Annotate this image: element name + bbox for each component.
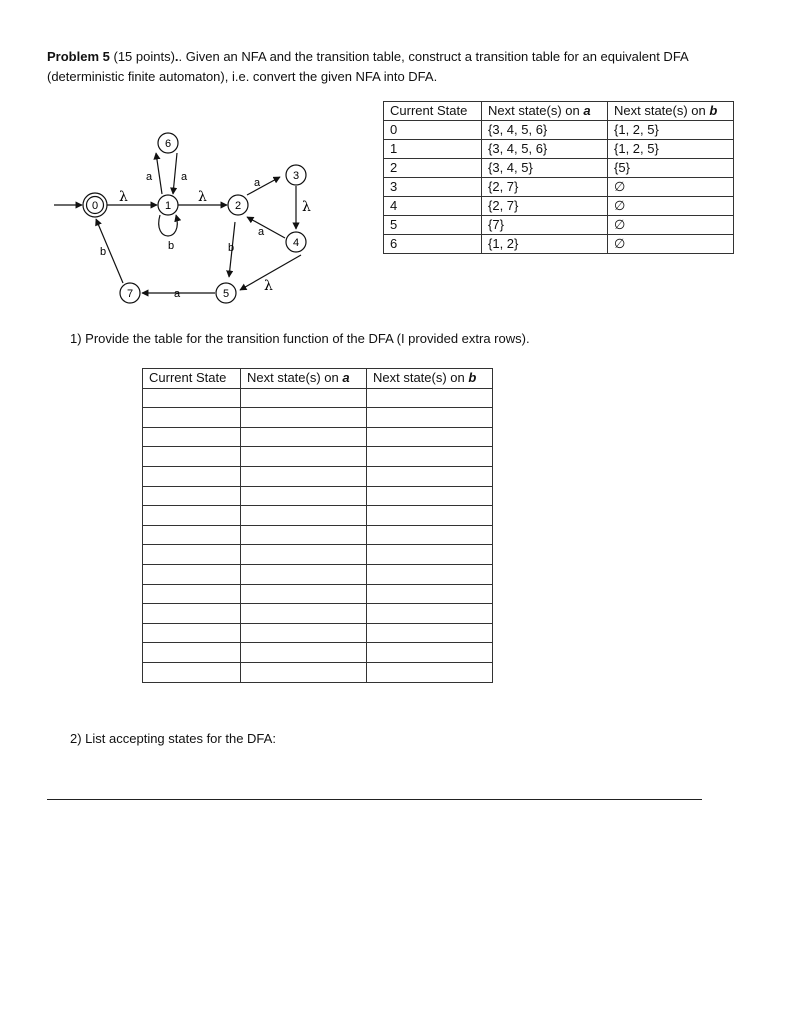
state-0 [83, 193, 107, 217]
table-row [143, 584, 493, 604]
cell-next-b[interactable] [367, 564, 493, 584]
table-row [384, 159, 734, 178]
cell-state[interactable] [143, 604, 241, 624]
state-7 [120, 283, 140, 303]
cell-next-a: {1, 2} [482, 235, 608, 254]
svg-text:3: 3 [292, 170, 300, 182]
cell-state[interactable] [143, 427, 241, 447]
cell-next-a: {3, 4, 5, 6} [482, 121, 608, 140]
cell-state[interactable] [143, 506, 241, 526]
cell-next-b[interactable] [367, 545, 493, 565]
table-row [143, 545, 493, 565]
label-7-0: b [100, 246, 107, 258]
cell-next-a: {3, 4, 5, 6} [482, 140, 608, 159]
cell-next-b[interactable] [367, 643, 493, 663]
cell-next-a[interactable] [241, 643, 367, 663]
cell-next-a[interactable] [241, 408, 367, 428]
table-row [143, 486, 493, 506]
cell-next-b[interactable] [367, 525, 493, 545]
cell-state: 2 [384, 159, 482, 178]
header-next-on-a: Next state(s) on a [241, 369, 367, 389]
cell-next-b[interactable] [367, 662, 493, 682]
edge-4-2 [247, 217, 285, 238]
cell-next-b[interactable] [367, 486, 493, 506]
svg-text:5: 5 [222, 288, 230, 300]
dfa-transition-table [142, 368, 493, 683]
table-row [143, 564, 493, 584]
cell-next-a[interactable] [241, 506, 367, 526]
cell-next-b: ∅ [608, 235, 734, 254]
cell-state[interactable] [143, 388, 241, 408]
table-row [384, 216, 734, 235]
label-5-7: a [174, 288, 181, 300]
cell-next-b[interactable] [367, 427, 493, 447]
edge-1-1 [159, 215, 178, 236]
nfa-table-header [384, 102, 734, 121]
header-next-on-b: Next state(s) on b [367, 369, 493, 389]
edge-2-3 [247, 177, 280, 195]
state-2 [228, 195, 248, 215]
cell-state[interactable] [143, 662, 241, 682]
cell-state[interactable] [143, 564, 241, 584]
svg-text:4: 4 [292, 237, 300, 249]
edge-1-6 [156, 153, 162, 194]
svg-text:0: 0 [91, 200, 99, 212]
cell-next-a[interactable] [241, 466, 367, 486]
cell-next-a[interactable] [241, 427, 367, 447]
cell-next-b[interactable] [367, 466, 493, 486]
edge-6-1 [173, 153, 177, 194]
cell-state[interactable] [143, 486, 241, 506]
cell-next-b[interactable] [367, 604, 493, 624]
cell-next-a: {2, 7} [482, 178, 608, 197]
svg-text:1: 1 [164, 200, 172, 212]
cell-next-a[interactable] [241, 584, 367, 604]
cell-next-b[interactable] [367, 584, 493, 604]
state-5 [216, 283, 236, 303]
cell-next-b: {1, 2, 5} [608, 121, 734, 140]
table-row [384, 140, 734, 159]
table-row [384, 235, 734, 254]
problem-text: . Given an NFA and the transition table, construct a transition table for an equivalent DFA (deterministic finite automaton), i.e. convert the given NFA into DFA. [47, 49, 688, 84]
cell-state: 0 [384, 121, 482, 140]
cell-state[interactable] [143, 643, 241, 663]
table-row [384, 121, 734, 140]
table-row [143, 643, 493, 663]
cell-next-b: ∅ [608, 216, 734, 235]
cell-state[interactable] [143, 545, 241, 565]
label-1-1: b [168, 240, 175, 252]
cell-state: 5 [384, 216, 482, 235]
table-row [143, 525, 493, 545]
cell-next-a[interactable] [241, 564, 367, 584]
cell-state[interactable] [143, 447, 241, 467]
label-1-6: a [146, 171, 153, 183]
label-0-1: λ [119, 189, 128, 205]
cell-next-b[interactable] [367, 408, 493, 428]
label-4-2: a [258, 226, 265, 238]
cell-state: 4 [384, 197, 482, 216]
header-current-state: Current State [143, 369, 241, 389]
problem-points: (15 points) [113, 49, 175, 64]
table-row [143, 447, 493, 467]
cell-next-a[interactable] [241, 545, 367, 565]
cell-next-a: {2, 7} [482, 197, 608, 216]
header-next-on-a: Next state(s) on a [482, 102, 608, 121]
label-6-1: a [181, 171, 188, 183]
table-row [143, 604, 493, 624]
svg-text:6: 6 [164, 138, 172, 150]
nfa-transition-table [383, 101, 734, 254]
problem-heading: Problem 5 [47, 49, 110, 64]
cell-next-a[interactable] [241, 388, 367, 408]
answer-line[interactable] [47, 799, 702, 800]
cell-state: 3 [384, 178, 482, 197]
cell-state[interactable] [143, 408, 241, 428]
table-row [143, 623, 493, 643]
table-row [384, 178, 734, 197]
cell-next-a[interactable] [241, 623, 367, 643]
cell-next-b[interactable] [367, 388, 493, 408]
cell-next-b: {1, 2, 5} [608, 140, 734, 159]
cell-state: 1 [384, 140, 482, 159]
cell-state[interactable] [143, 584, 241, 604]
table-row [143, 427, 493, 447]
cell-next-a[interactable] [241, 447, 367, 467]
cell-next-a[interactable] [241, 662, 367, 682]
svg-text:2: 2 [234, 200, 242, 212]
cell-next-a: {7} [482, 216, 608, 235]
state-3 [286, 165, 306, 185]
question-2: 2) List accepting states for the DFA: [70, 731, 276, 746]
question-1: 1) Provide the table for the transition function of the DFA (I provided extra rows). [70, 331, 530, 346]
label-1-2: λ [198, 189, 207, 205]
cell-next-b: {5} [608, 159, 734, 178]
table-row [143, 408, 493, 428]
table-row [143, 506, 493, 526]
table-row [143, 662, 493, 682]
state-4 [286, 232, 306, 252]
cell-next-a[interactable] [241, 525, 367, 545]
svg-text:7: 7 [126, 288, 134, 300]
cell-state[interactable] [143, 525, 241, 545]
header-next-on-b: Next state(s) on b [608, 102, 734, 121]
table-row [384, 197, 734, 216]
label-2-5: b [228, 242, 235, 254]
dfa-table-header [143, 369, 493, 389]
cell-next-a[interactable] [241, 486, 367, 506]
cell-next-a: {3, 4, 5} [482, 159, 608, 178]
nfa-diagram [40, 115, 330, 315]
cell-next-b: ∅ [608, 197, 734, 216]
table-row [143, 388, 493, 408]
label-2-3: a [254, 177, 261, 189]
cell-state[interactable] [143, 466, 241, 486]
label-4-5: λ [264, 278, 273, 294]
cell-next-b[interactable] [367, 447, 493, 467]
state-6 [158, 133, 178, 153]
state-1 [158, 195, 178, 215]
problem-statement: Problem 5 (15 points).. Given an NFA and the transition table, construct a transition table for an equivalent DFA (deterministic finite automaton), i.e. convert the given NFA into DFA. [47, 49, 688, 84]
cell-state[interactable] [143, 623, 241, 643]
cell-state: 6 [384, 235, 482, 254]
table-row [143, 466, 493, 486]
cell-next-b[interactable] [367, 623, 493, 643]
header-current-state: Current State [384, 102, 482, 121]
cell-next-b: ∅ [608, 178, 734, 197]
cell-next-a[interactable] [241, 604, 367, 624]
label-3-4: λ [302, 199, 311, 215]
cell-next-b[interactable] [367, 506, 493, 526]
